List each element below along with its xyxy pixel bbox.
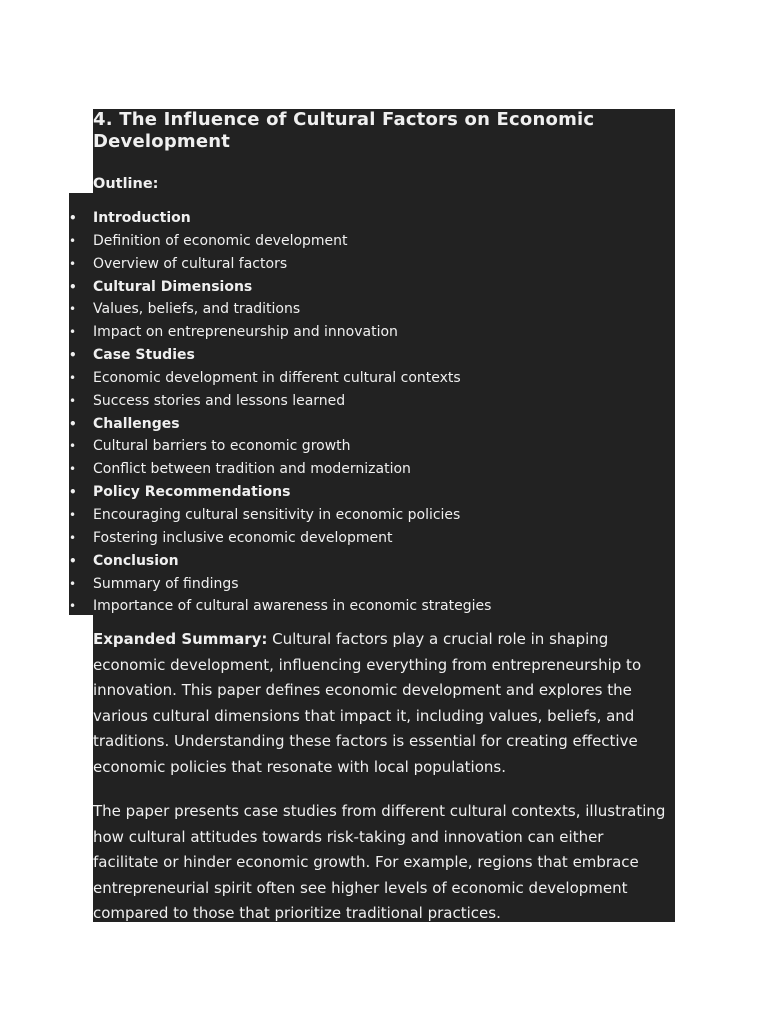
outline-item-text: Conflict between tradition and modernization xyxy=(93,461,411,478)
outline-item xyxy=(69,321,669,344)
outline-item-text: Values, beliefs, and traditions xyxy=(93,301,301,318)
bullet-icon: • xyxy=(69,416,77,431)
summary-paragraph xyxy=(93,627,668,781)
outline-item-text: Introduction xyxy=(93,210,191,226)
bullet-icon: • xyxy=(69,462,77,477)
outline-item xyxy=(69,298,669,321)
bullet-icon: • xyxy=(69,393,77,408)
bullet-icon: • xyxy=(69,553,77,568)
bullet-icon: • xyxy=(69,370,77,385)
outline-item-text: Case Studies xyxy=(93,347,195,364)
bullet-icon: • xyxy=(69,485,77,500)
bullet-icon: • xyxy=(69,599,77,614)
outline-item xyxy=(69,367,669,390)
outline-item-text: Definition of economic development xyxy=(93,232,348,249)
outline-item xyxy=(69,504,669,527)
outline-item-text: Success stories and lessons learned xyxy=(93,392,346,409)
outline-item-text: Cultural Dimensions xyxy=(93,278,253,295)
outline-item-text: Fostering inclusive economic development xyxy=(93,529,393,546)
outline-item-text: Conclusion xyxy=(93,552,179,569)
bullet-icon: • xyxy=(69,439,77,454)
bullet-icon: • xyxy=(69,325,77,340)
bullet-icon: • xyxy=(69,279,77,294)
outline-item xyxy=(69,527,669,550)
outline-section-heading xyxy=(69,413,669,436)
body-paragraph-2: The paper presents case studies from different cultural contexts, illustrating how cultural attitudes towards risk-taking and innovation can either facilitate or hinder economic growth. For example, regions that embrace entrepreneurial spirit often see higher levels of economic development compared to those that prioritize traditional practices. xyxy=(93,802,666,923)
outline-item xyxy=(69,435,669,458)
outline-item-text: Impact on entrepreneurship and innovation xyxy=(93,324,398,341)
bullet-icon: • xyxy=(69,233,77,248)
outline-item xyxy=(69,390,669,413)
outline-item xyxy=(69,253,669,276)
bullet-icon: • xyxy=(69,576,77,591)
outline-item-text: Overview of cultural factors xyxy=(93,255,288,272)
outline-label: Outline: xyxy=(93,176,159,192)
outline-section-heading xyxy=(69,481,669,504)
summary-text: Cultural factors play a crucial role in shaping economic development, influencing everything from entrepreneurship to innovation. This paper defines economic development and explores the various cultural dimensions that impact it, including values, beliefs, and traditions. Understanding these factors is essential for creating effective economic policies that resonate with local populations. xyxy=(93,630,642,776)
bullet-icon: • xyxy=(69,302,77,317)
bullet-icon: • xyxy=(69,507,77,522)
bullet-icon: • xyxy=(69,211,77,225)
summary-lead: Expanded Summary: xyxy=(93,630,268,648)
outline-item-text: Cultural barriers to economic growth xyxy=(93,438,351,455)
outline-section-heading xyxy=(69,344,669,367)
outline-item-text: Importance of cultural awareness in economic strategies xyxy=(93,598,492,615)
outline-item-text: Challenges xyxy=(93,415,180,432)
outline-list xyxy=(69,207,669,618)
outline-item-text: Summary of findings xyxy=(93,575,239,592)
outline-item xyxy=(69,230,669,253)
outline-item xyxy=(69,595,669,618)
document-title: 4. The Influence of Cultural Factors on Economic Development xyxy=(93,109,595,152)
outline-item xyxy=(69,458,669,481)
outline-section-heading xyxy=(69,207,669,230)
outline-item xyxy=(69,573,669,596)
outline-section-heading xyxy=(69,276,669,299)
bullet-icon: • xyxy=(69,348,77,363)
bullet-icon: • xyxy=(69,530,77,545)
outline-item-text: Encouraging cultural sensitivity in economic policies xyxy=(93,506,461,523)
bullet-icon: • xyxy=(69,256,77,271)
outline-item-text: Policy Recommendations xyxy=(93,484,291,501)
outline-item-text: Economic development in different cultural contexts xyxy=(93,369,461,386)
outline-section-heading xyxy=(69,550,669,573)
